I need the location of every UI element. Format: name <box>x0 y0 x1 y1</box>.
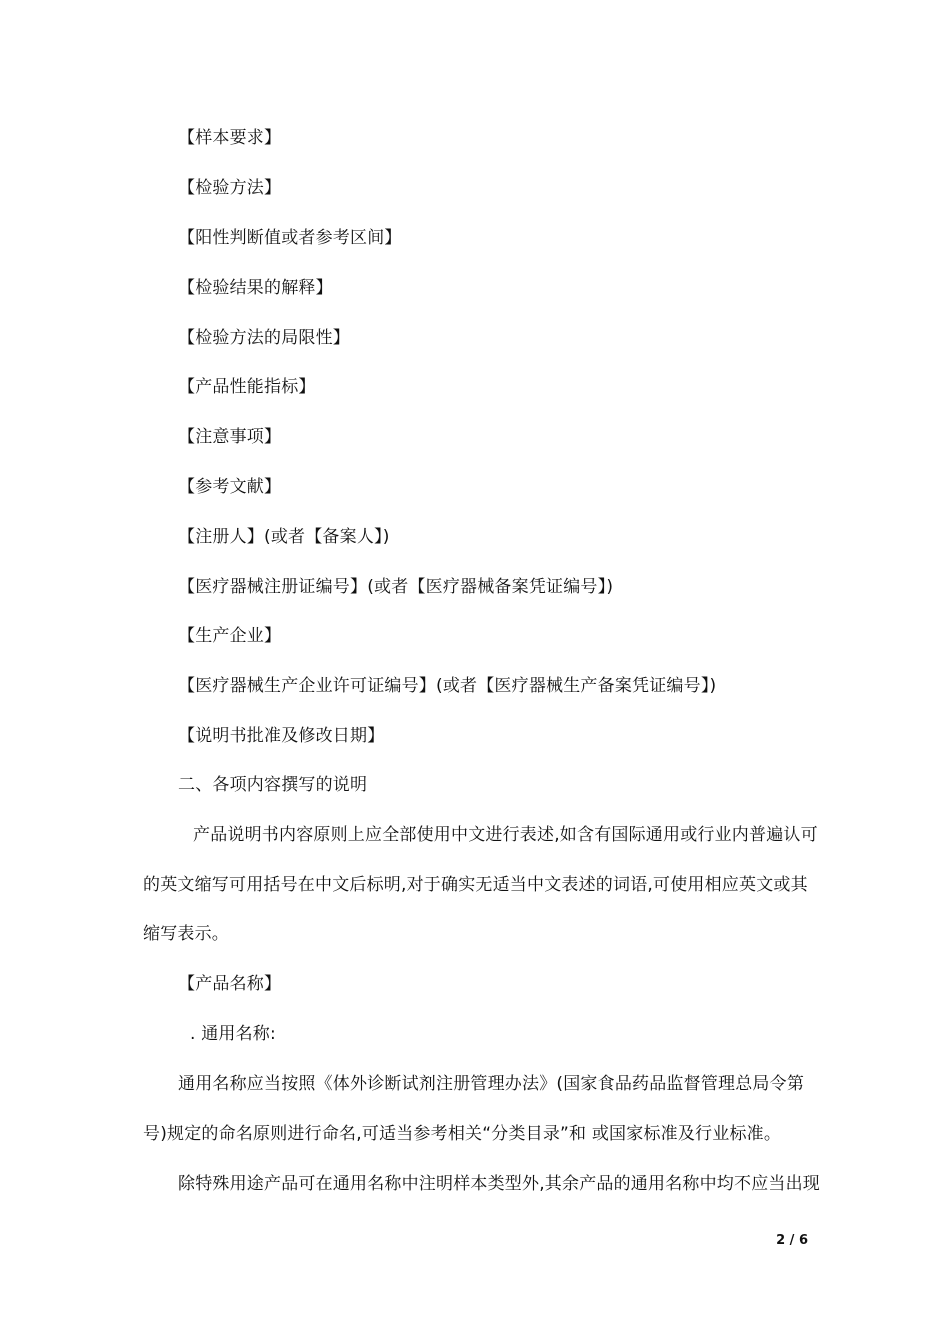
intro-paragraph-line-1: 产品说明书内容原则上应全部使用中文进行表述,如含有国际通用或行业内普遍认可 <box>193 825 818 845</box>
section-manufacturer: 【生产企业】 <box>178 626 282 646</box>
section-references: 【参考文献】 <box>178 477 282 497</box>
generic-name-paragraph-line-1: 通用名称应当按照《体外诊断试剂注册管理办法》(国家食品药品监督管理总局令第 <box>178 1074 805 1094</box>
page-number: 2 / 6 <box>776 1233 808 1248</box>
section-heading: 二、各项内容撰写的说明 <box>178 775 368 795</box>
section-production-license: 【医疗器械生产企业许可证编号】(或者【医疗器械生产备案凭证编号】) <box>178 676 717 696</box>
section-approval-date: 【说明书批准及修改日期】 <box>178 726 385 746</box>
generic-name-paragraph-line-2: 号)规定的命名原则进行命名,可适当参考相关“分类目录”和 或国家标准及行业标准。 <box>143 1124 782 1144</box>
section-test-method: 【检验方法】 <box>178 178 282 198</box>
product-name-heading: 【产品名称】 <box>178 974 282 994</box>
special-use-paragraph-line-1: 除特殊用途产品可在通用名称中注明样本类型外,其余产品的通用名称中均不应当出现 <box>178 1174 821 1194</box>
section-method-limitations: 【检验方法的局限性】 <box>178 328 350 348</box>
section-reference-range: 【阳性判断值或者参考区间】 <box>178 228 402 248</box>
generic-name-label: . 通用名称: <box>190 1024 276 1044</box>
section-precautions: 【注意事项】 <box>178 427 282 447</box>
intro-paragraph-line-3: 缩写表示。 <box>143 924 229 944</box>
section-registration-number: 【医疗器械注册证编号】(或者【医疗器械备案凭证编号】) <box>178 577 614 597</box>
section-performance-indicators: 【产品性能指标】 <box>178 377 316 397</box>
section-result-interpretation: 【检验结果的解释】 <box>178 278 333 298</box>
intro-paragraph-line-2: 的英文缩写可用括号在中文后标明,对于确实无适当中文表述的词语,可使用相应英文或其 <box>143 875 808 895</box>
section-sample-requirements: 【样本要求】 <box>178 128 282 148</box>
section-registrant: 【注册人】(或者【备案人】) <box>178 527 390 547</box>
